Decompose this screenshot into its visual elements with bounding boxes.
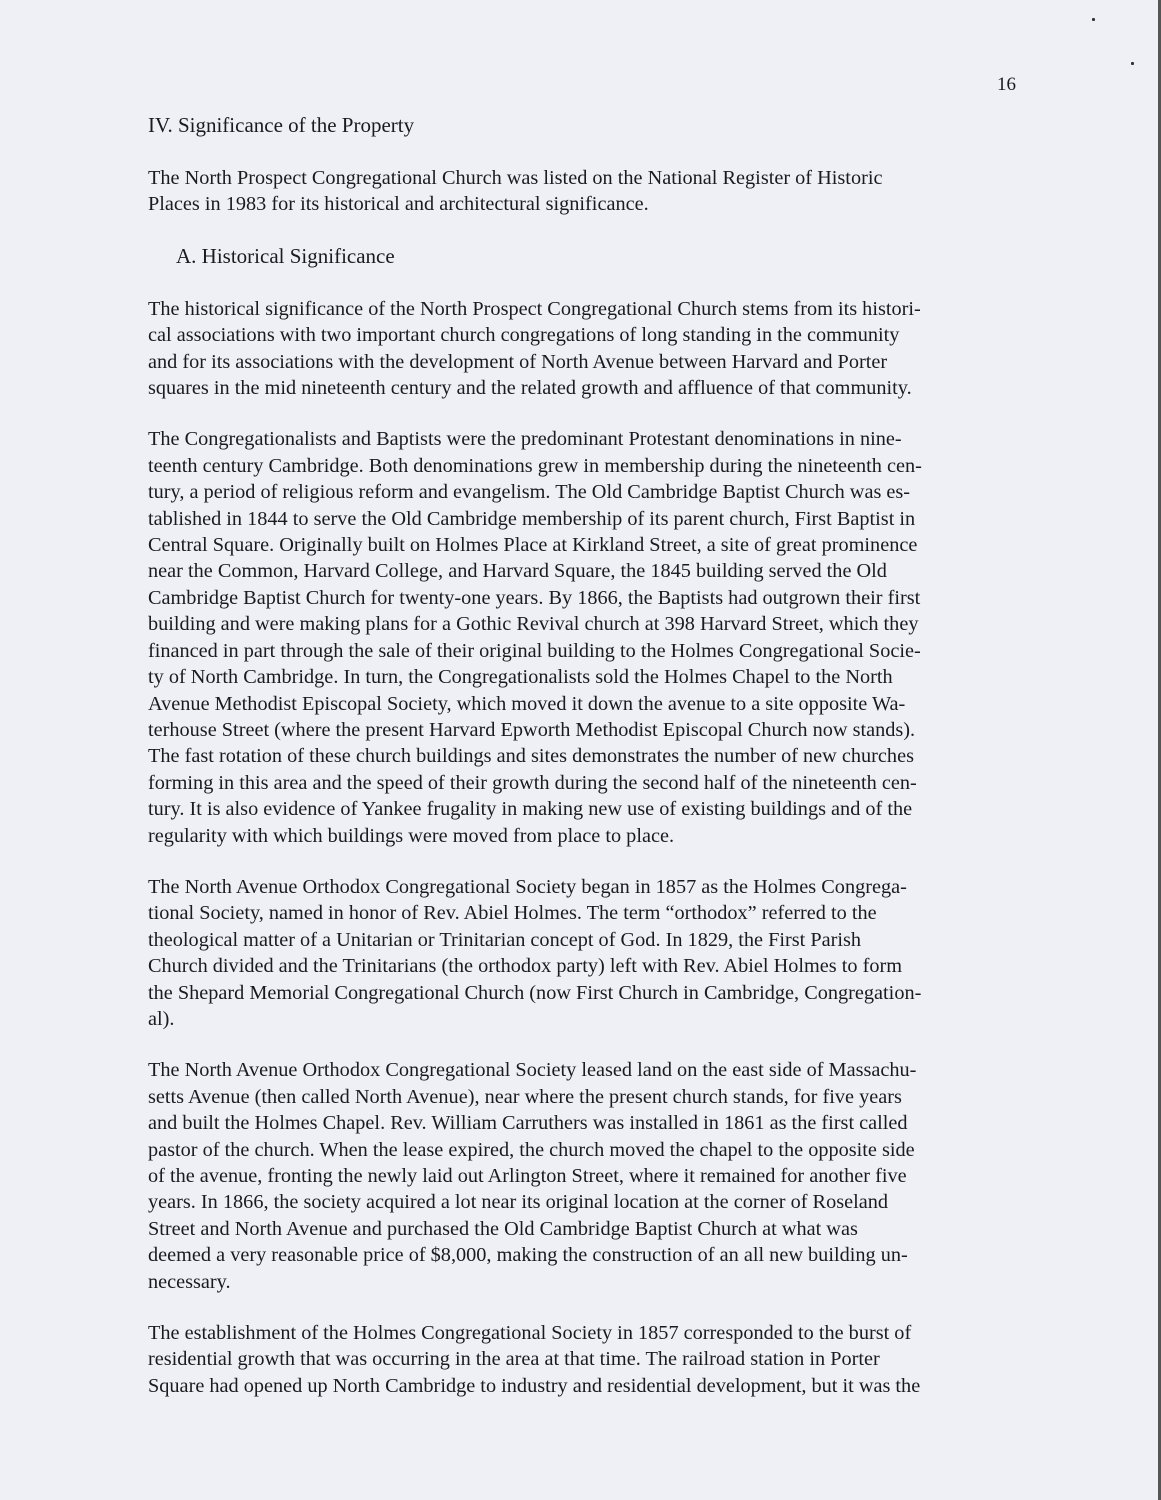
intro-paragraph [148,165,1018,218]
text-line: squares in the mid nineteenth century and the related growth and affluence of that community. [148,377,912,400]
text-line: The historical significance of the North Prospect Congregational Church stems from its histori- [148,297,921,320]
text-line: necessary. [148,1270,231,1293]
text-line: Avenue Methodist Episcopal Society, which moved it down the avenue to a site opposite Wa- [148,692,906,715]
text-line: Square had opened up North Cambridge to industry and residential development, but it was the [148,1374,921,1397]
text-line: of the avenue, fronting the newly laid out Arlington Street, where it remained for another five [148,1165,907,1187]
scan-speck [1092,18,1095,21]
text-line: regularity with which buildings were moved from place to place. [148,824,675,847]
text-line: Places in 1983 for its historical and architectural significance. [148,193,649,216]
text-line: Church divided and the Trinitarians (the orthodox party) left with Rev. Abiel Holmes to form [148,955,903,978]
text-line: and built the Holmes Chapel. Rev. William Carruthers was installed in 1861 as the first called [148,1112,908,1135]
body-paragraph [148,296,1018,402]
text-line: years. In 1866, the society acquired a lot near its original location at the corner of Roseland [148,1191,889,1214]
text-line: Cambridge Baptist Church for twenty-one years. By 1866, the Baptists had outgrown their first [148,586,921,609]
section-heading: IV. Significance of the Property [148,113,415,137]
text-line: The North Avenue Orthodox Congregational Society began in 1857 as the Holmes Congrega- [148,875,907,898]
text-line: terhouse Street (where the present Harvard Epworth Methodist Episcopal Church now stands). [148,718,916,741]
text-line: The North Prospect Congregational Church was listed on the National Register of Historic [148,167,883,189]
text-line: The North Avenue Orthodox Congregational Society leased land on the east side of Massachu- [148,1059,917,1082]
body-paragraph [148,874,1018,1032]
text-line: financed in part through the sale of their original building to the Holmes Congregational Socie- [148,639,921,662]
page-number: 16 [997,74,1016,95]
paragraphs [148,296,1018,1399]
text-line: Central Square. Originally built on Holmes Place at Kirkland Street, a site of great prominence [148,534,918,557]
text-line: deemed a very reasonable price of $8,000, making the construction of an all new building un- [148,1244,908,1267]
text-line: tablished in 1844 to serve the Old Cambridge membership of its parent church, First Baptist in [148,507,916,530]
document-body [148,112,1018,1424]
text-line: forming in this area and the speed of their growth during the second half of the nineteenth cen- [148,771,917,794]
text-line: The establishment of the Holmes Congregational Society in 1857 corresponded to the burst of [148,1322,912,1345]
text-line: Street and North Avenue and purchased the Old Cambridge Baptist Church at what was [148,1217,858,1240]
scan-speck [1131,62,1134,65]
text-line: setts Avenue (then called North Avenue), near where the present church stands, for five years [148,1085,902,1108]
text-line: The Congregationalists and Baptists were the predominant Protestant denominations in nine- [148,428,902,451]
text-line: and for its associations with the development of North Avenue between Harvard and Porter [148,350,888,373]
body-paragraph [148,426,1018,849]
text-line: tional Society, named in honor of Rev. Abiel Holmes. The term “orthodox” referred to the [148,902,877,925]
text-line: near the Common, Harvard College, and Harvard Square, the 1845 building served the Old [148,560,887,583]
text-line: tury, a period of religious reform and evangelism. The Old Cambridge Baptist Church was es- [148,481,911,504]
text-line: tury. It is also evidence of Yankee frugality in making new use of existing buildings and of the [148,798,913,821]
text-line: The fast rotation of these church buildings and sites demonstrates the number of new churches [148,745,914,768]
body-paragraph [148,1057,1018,1295]
text-line: pastor of the church. When the lease expired, the church moved the chapel to the opposite side [148,1138,915,1161]
text-line: theological matter of a Unitarian or Trinitarian concept of God. In 1829, the First Parish [148,928,862,951]
text-line: cal associations with two important church congregations of long standing in the community [148,324,900,347]
text-line: ty of North Cambridge. In turn, the Congregationalists sold the Holmes Chapel to the North [148,666,893,689]
subsection-heading: A. Historical Significance [176,243,395,268]
body-paragraph [148,1320,1018,1399]
text-line: residential growth that was occurring in the area at that time. The railroad station in Porter [148,1348,880,1371]
text-line: teenth century Cambridge. Both denominations grew in membership during the nineteenth cen- [148,454,922,477]
text-line: al). [148,1007,175,1030]
text-line: the Shepard Memorial Congregational Church (now First Church in Cambridge, Congregation- [148,981,922,1004]
text-line: building and were making plans for a Gothic Revival church at 398 Harvard Street, which they [148,613,919,636]
